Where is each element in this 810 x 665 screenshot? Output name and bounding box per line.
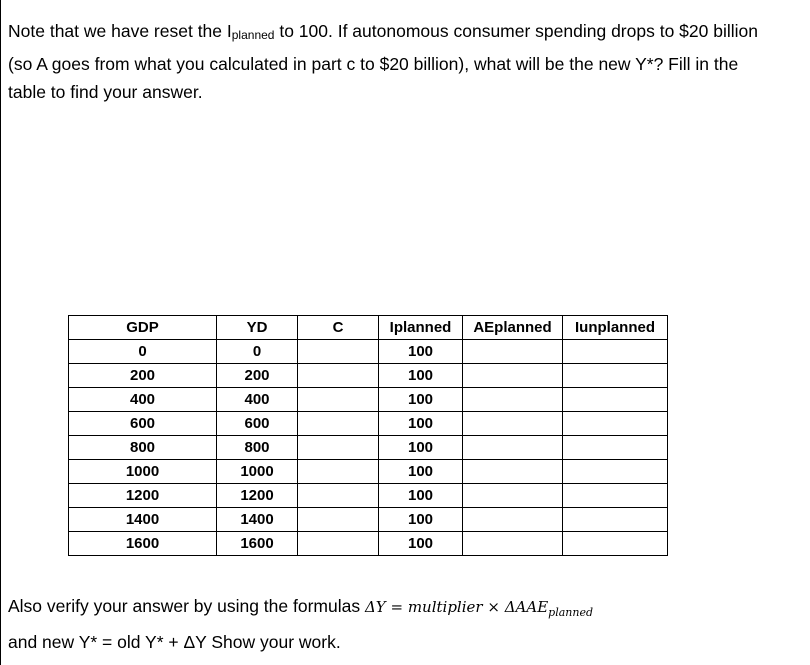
cell-yd: 200 [217,364,298,388]
cell-yd: 1400 [217,508,298,532]
cell-gdp: 1600 [69,532,217,556]
table-row [69,532,668,556]
question-text [8,17,808,107]
cell-gdp: 1200 [69,484,217,508]
formula-multiplier: multiplier [407,598,483,616]
footer-line-1 [8,592,808,628]
formula-delta-aae: ΔAAE [504,598,549,616]
question-line-3: table to find your answer. [8,82,203,102]
cell-iplanned: 100 [379,532,463,556]
question-line-1-end: to 100. If autonomous consumer spending drops to $20 billion [274,21,758,41]
cell-iplanned: 100 [379,436,463,460]
table-row [69,388,668,412]
cell-gdp: 200 [69,364,217,388]
cell-yd: 0 [217,340,298,364]
table-body [69,340,668,556]
cell-c[interactable] [298,460,379,484]
cell-iunplanned[interactable] [563,388,668,412]
cell-iunplanned[interactable] [563,532,668,556]
cell-gdp: 600 [69,412,217,436]
cell-aeplanned[interactable] [463,388,563,412]
cell-iplanned: 100 [379,412,463,436]
cell-c[interactable] [298,532,379,556]
cell-gdp: 1000 [69,460,217,484]
cell-iplanned: 100 [379,364,463,388]
cell-iunplanned[interactable] [563,508,668,532]
header-gdp: GDP [69,316,217,340]
cell-iunplanned[interactable] [563,412,668,436]
header-c: C [298,316,379,340]
table-header-row [69,316,668,340]
table-row [69,340,668,364]
left-border-rule [0,0,1,665]
cell-iunplanned[interactable] [563,484,668,508]
cell-aeplanned[interactable] [463,436,563,460]
cell-aeplanned[interactable] [463,364,563,388]
cell-c[interactable] [298,484,379,508]
cell-aeplanned[interactable] [463,532,563,556]
footer-text [8,592,808,656]
cell-aeplanned[interactable] [463,460,563,484]
table-row [69,508,668,532]
cell-gdp: 0 [69,340,217,364]
cell-yd: 800 [217,436,298,460]
table-row [69,436,668,460]
question-line-1-start: Note that we have reset the I [8,21,232,41]
cell-iplanned: 100 [379,508,463,532]
cell-iplanned: 100 [379,388,463,412]
table-row [69,484,668,508]
cell-gdp: 1400 [69,508,217,532]
cell-yd: 1200 [217,484,298,508]
multiplier-formula [364,598,593,619]
cell-iunplanned[interactable] [563,460,668,484]
question-line-2: (so A goes from what you calculated in part c to $20 billion), what will be the new Y*? Fill in the [8,53,739,74]
cell-yd: 600 [217,412,298,436]
question-line-1 [8,17,808,50]
cell-yd: 1000 [217,460,298,484]
footer-line-1-text: Also verify your answer by using the formulas [8,596,365,616]
header-aeplanned: AEplanned [463,316,563,340]
header-yd: YD [217,316,298,340]
cell-c[interactable] [298,388,379,412]
cell-aeplanned[interactable] [463,508,563,532]
cell-yd: 1600 [217,532,298,556]
cell-iunplanned[interactable] [563,436,668,460]
aggregate-expenditure-table [68,315,668,556]
cell-c[interactable] [298,340,379,364]
footer-line-2: and new Y* = old Y* + ΔY Show your work. [8,631,341,652]
table-row [69,364,668,388]
formula-times: × [482,598,505,616]
cell-iunplanned[interactable] [563,340,668,364]
cell-aeplanned[interactable] [463,484,563,508]
table-row [69,460,668,484]
formula-delta-y: ΔY [364,598,386,616]
cell-aeplanned[interactable] [463,340,563,364]
formula-planned-subscript: planned [548,606,593,619]
header-iplanned: Iplanned [379,316,463,340]
cell-gdp: 400 [69,388,217,412]
iplanned-subscript: planned [231,28,275,42]
cell-yd: 400 [217,388,298,412]
cell-c[interactable] [298,508,379,532]
cell-c[interactable] [298,412,379,436]
formula-equals: = [385,598,408,616]
cell-iplanned: 100 [379,340,463,364]
cell-gdp: 800 [69,436,217,460]
cell-c[interactable] [298,364,379,388]
cell-iplanned: 100 [379,460,463,484]
cell-aeplanned[interactable] [463,412,563,436]
cell-iunplanned[interactable] [563,364,668,388]
table-row [69,412,668,436]
cell-c[interactable] [298,436,379,460]
header-iunplanned: Iunplanned [563,316,668,340]
cell-iplanned: 100 [379,484,463,508]
